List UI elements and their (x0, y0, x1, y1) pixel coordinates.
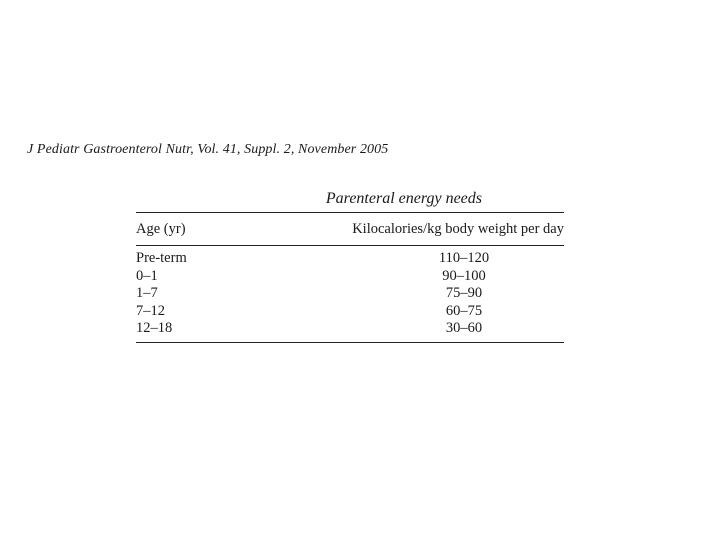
row-age: Pre-term (136, 250, 187, 266)
table-title: Parenteral energy needs (325, 190, 482, 207)
row-age: 1–7 (136, 285, 158, 301)
table-row (136, 320, 564, 338)
row-kcal: 110–120 (438, 250, 490, 266)
table-row (136, 250, 564, 268)
header-kcal: Kilocalories/kg body weight per day (352, 221, 564, 237)
header-age: Age (yr) (136, 221, 186, 237)
row-kcal: 30–60 (445, 320, 483, 336)
journal-citation: J Pediatr Gastroenterol Nutr, Vol. 41, Suppl. 2, November 2005 (27, 142, 389, 157)
row-kcal: 90–100 (442, 267, 486, 284)
row-age: 0–1 (136, 267, 158, 284)
table-bottom-rule (136, 342, 564, 343)
energy-needs-table (136, 188, 564, 343)
row-age: 12–18 (136, 320, 173, 336)
table-header-row (136, 213, 564, 245)
row-kcal: 75–90 (445, 285, 483, 301)
table-row (136, 268, 564, 286)
row-kcal: 60–75 (445, 302, 483, 319)
table-row (136, 303, 564, 321)
table-row (136, 285, 564, 303)
table-body (136, 246, 564, 342)
row-age: 7–12 (136, 302, 165, 319)
